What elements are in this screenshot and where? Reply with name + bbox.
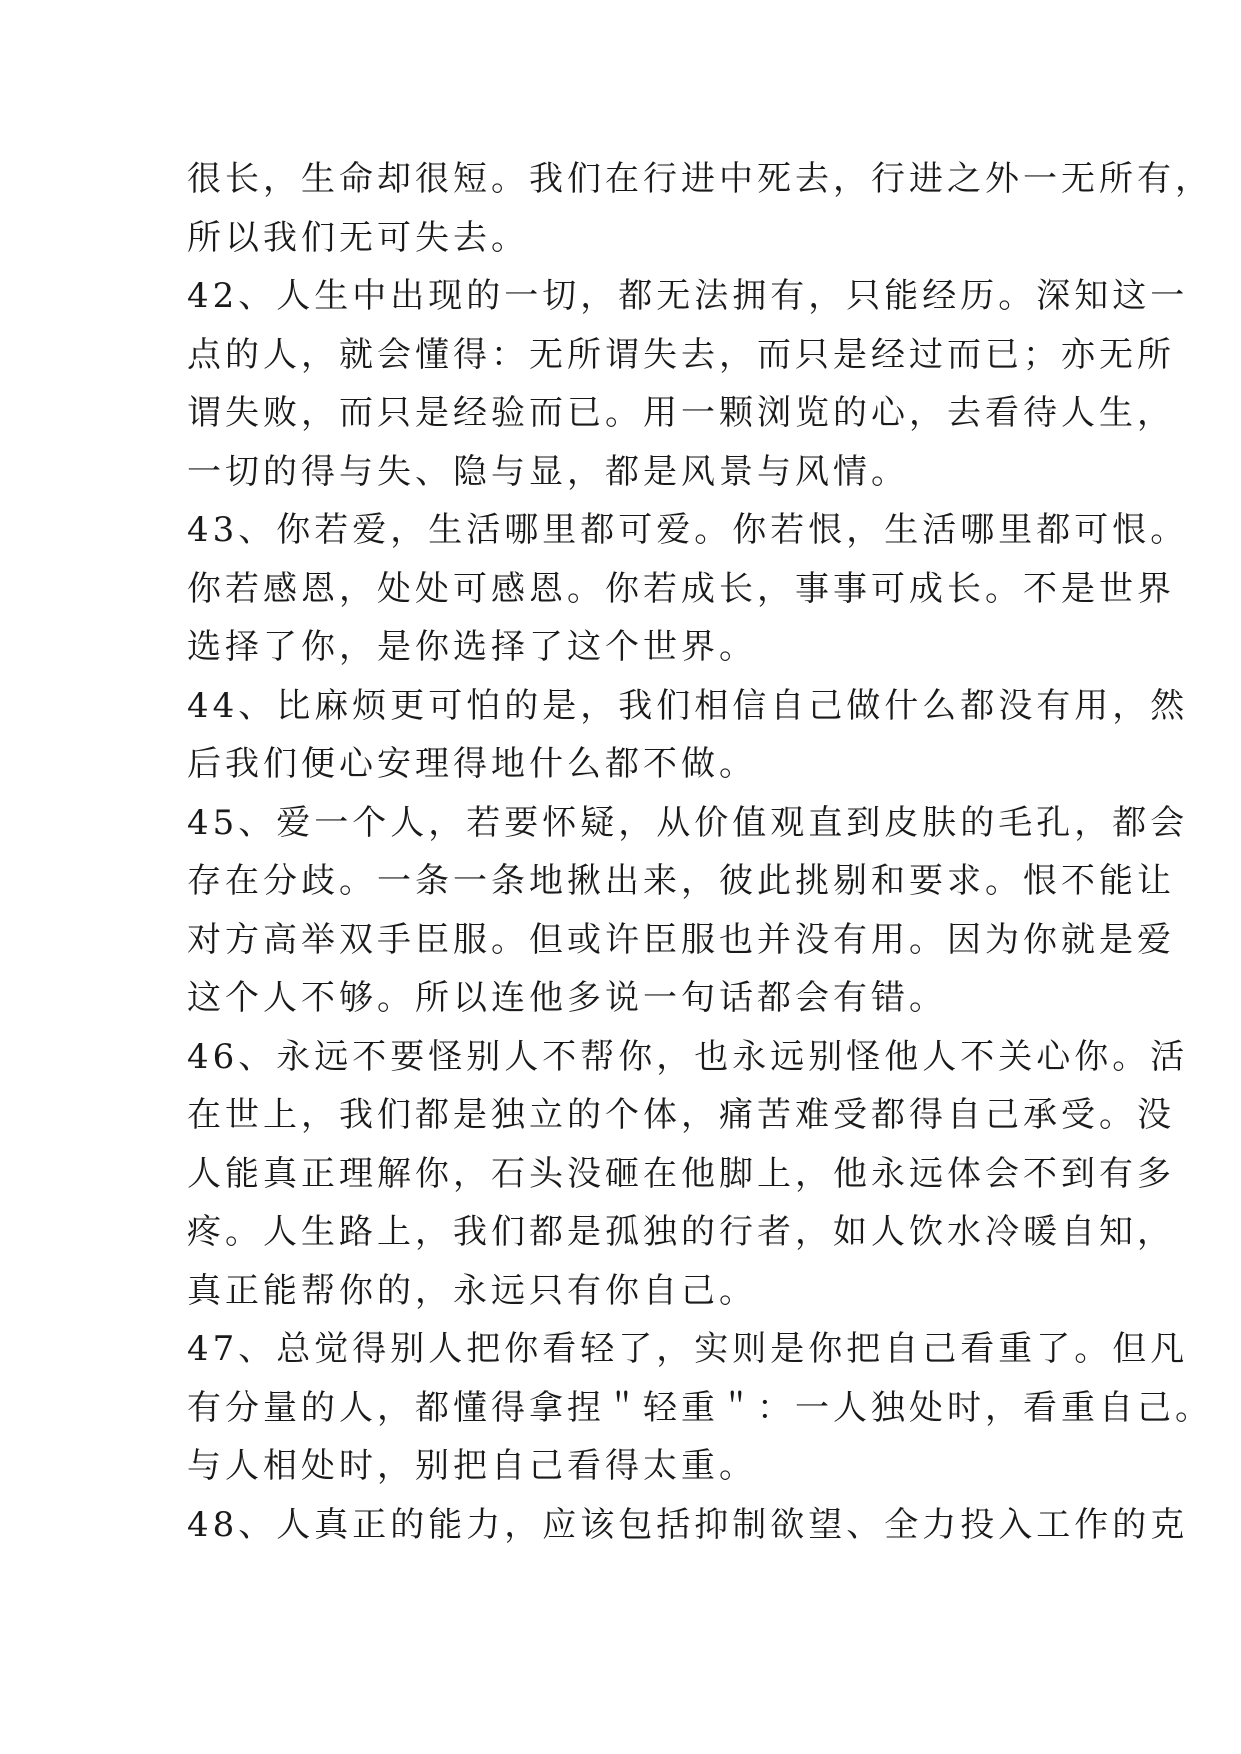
- text-line: 点的人，就会懂得：无所谓失去，而只是经过而已；亦无所: [187, 334, 1175, 375]
- text-line: 疼。人生路上，我们都是孤独的行者，如人饮水冷暖自知，: [187, 1212, 1175, 1252]
- text-line: 这个人不够。所以连他多说一句话都会有错。: [187, 978, 947, 1018]
- document-body: [187, 150, 1213, 1554]
- text-line: 谓失败，而只是经验而已。用一颗浏览的心，去看待人生，: [187, 393, 1175, 433]
- text-line: 所以我们无可失去。: [187, 217, 529, 258]
- text-line: 存在分歧。一条一条地揪出来，彼此挑剔和要求。恨不能让: [187, 861, 1175, 901]
- text-line: 44、比麻烦更可怕的是，我们相信自己做什么都没有用，然: [187, 685, 1189, 726]
- text-line: 48、人真正的能力，应该包括抑制欲望、全力投入工作的克: [187, 1504, 1189, 1545]
- text-line: 你若感恩，处处可感恩。你若成长，事事可成长。不是世界: [187, 568, 1175, 609]
- text-line: 对方高举双手臣服。但或许臣服也并没有用。因为你就是爱: [187, 919, 1175, 960]
- text-line: 有分量的人，都懂得拿捏＂轻重＂：一人独处时，看重自己。: [187, 1387, 1213, 1428]
- text-line: 人能真正理解你，石头没砸在他脚上，他永远体会不到有多: [187, 1153, 1175, 1194]
- text-line: 与人相处时，别把自己看得太重。: [187, 1446, 757, 1486]
- text-line: 很长，生命却很短。我们在行进中死去，行进之外一无所有，: [187, 159, 1213, 199]
- text-line: 在世上，我们都是独立的个体，痛苦难受都得自己承受。没: [187, 1095, 1175, 1135]
- text-line: 43、你若爱，生活哪里都可爱。你若恨，生活哪里都可恨。: [187, 510, 1189, 550]
- text-line: 真正能帮你的，永远只有你自己。: [187, 1270, 757, 1311]
- text-line: 一切的得与失、隐与显，都是风景与风情。: [187, 451, 909, 492]
- text-line: 后我们便心安理得地什么都不做。: [187, 744, 757, 784]
- text-line: 45、爱一个人，若要怀疑，从价值观直到皮肤的毛孔，都会: [187, 802, 1189, 843]
- text-line: 42、人生中出现的一切，都无法拥有，只能经历。深知这一: [187, 276, 1189, 316]
- text-line: 选择了你，是你选择了这个世界。: [187, 627, 757, 667]
- text-line: 46、永远不要怪别人不帮你，也永远别怪他人不关心你。活: [187, 1036, 1189, 1077]
- text-line: 47、总觉得别人把你看轻了，实则是你把自己看重了。但凡: [187, 1329, 1189, 1369]
